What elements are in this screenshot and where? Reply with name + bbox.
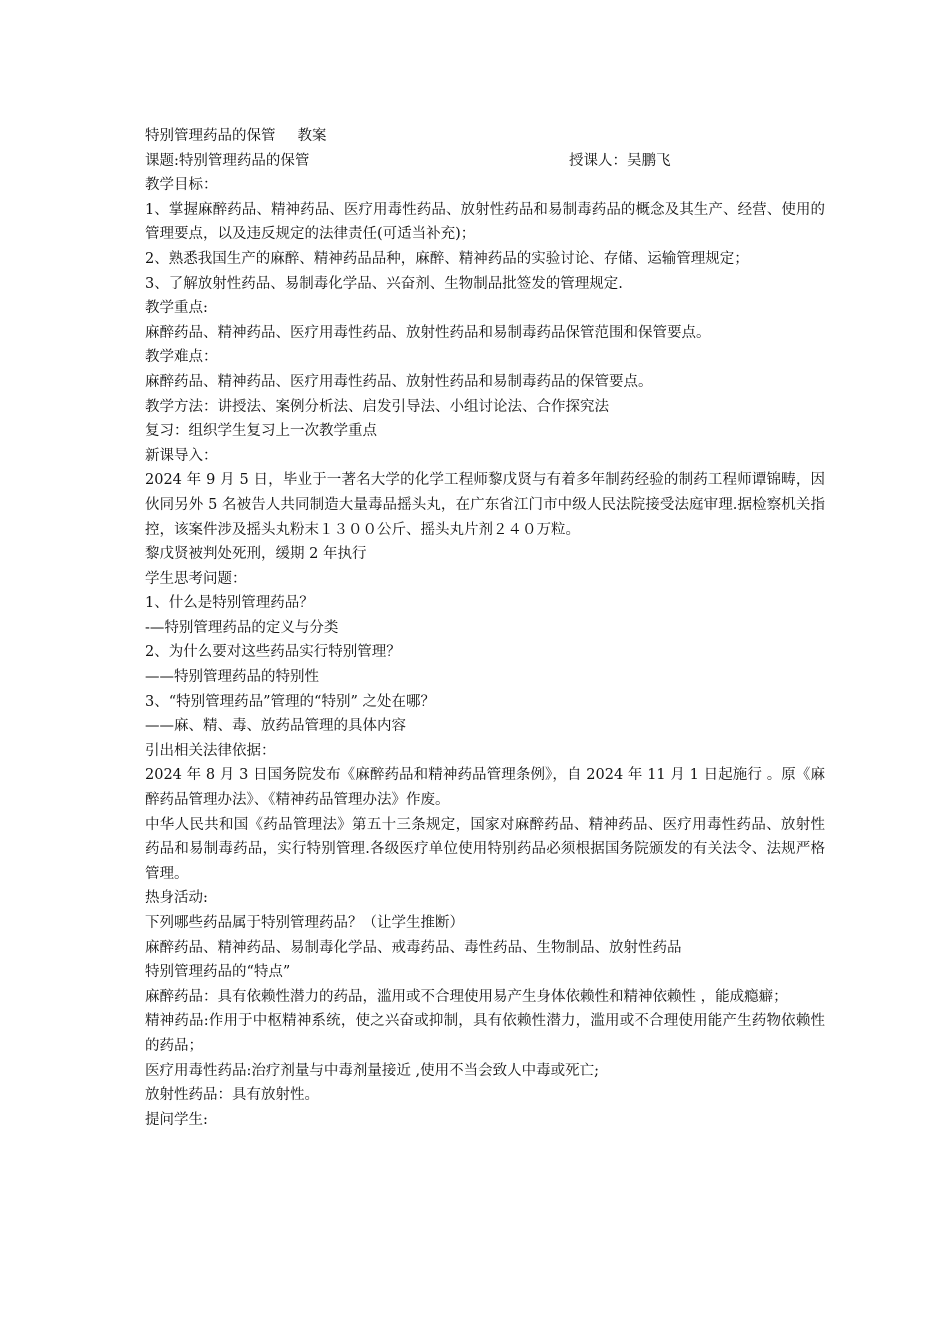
- answer-2: ——特别管理药品的特别性: [145, 669, 319, 686]
- features-heading: 特别管理药品的“特点”: [145, 964, 291, 981]
- document-title-line: [145, 124, 825, 149]
- warmup-list: 麻醉药品、精神药品、易制毒化学品、戒毒药品、毒性药品、生物制品、放射性药品: [145, 939, 682, 956]
- answer-3: ——麻、精、毒、放药品管理的具体内容: [145, 718, 406, 735]
- feature-narcotic: 麻醉药品：具有依赖性潜力的药品，滥用或不合理使用易产生身体依赖性和精神依赖性 ，能成瘾癖；: [145, 988, 788, 1005]
- question-1: 1、什么是特别管理药品？: [145, 595, 314, 612]
- questions-heading: 学生思考问题：: [145, 570, 247, 587]
- question-3: 3、“特别管理药品”管理的“特别” 之处在哪？: [145, 693, 435, 710]
- law-heading: 引出相关法律依据：: [145, 742, 276, 759]
- difficulty-heading: 教学难点：: [145, 349, 218, 366]
- warmup-heading: 热身活动:: [145, 890, 208, 907]
- feature-toxic: 医疗用毒性药品:治疗剂量与中毒剂量接近 ,使用不当会致人中毒或死亡;: [145, 1062, 599, 1079]
- course-label: 课题:特别管理药品的保管: [145, 152, 310, 169]
- key-points-heading: 教学重点:: [145, 300, 208, 317]
- teaching-methods: 教学方法：讲授法、案例分析法、启发引导法、小组讨论法、合作探究法: [145, 398, 609, 415]
- objective-3: 3、了解放射性药品、易制毒化学品、兴奋剂、生物制品批签发的管理规定.: [145, 275, 623, 292]
- objective-1: 1、掌握麻醉药品、精神药品、医疗用毒性药品、放射性药品和易制毒药品的概念及其生产、经营、使用的管理要点，以及违反规定的法律责任(可适当补充)；: [145, 201, 825, 243]
- teacher-label: 授课人：吴鹏飞: [569, 152, 671, 169]
- key-points-text: 麻醉药品、精神药品、医疗用毒性药品、放射性药品和易制毒药品保管范围和保管要点。: [145, 324, 711, 341]
- feature-radioactive: 放射性药品：具有放射性。: [145, 1087, 319, 1104]
- feature-psychotropic: 精神药品:作用于中枢精神系统，使之兴奋或抑制，具有依赖性潜力，滥用或不合理使用能产生药物依赖性的药品；: [145, 1013, 825, 1054]
- answer-1: -—特别管理药品的定义与分类: [145, 619, 339, 636]
- document-page: [145, 124, 825, 1132]
- question-2: 2、为什么要对这些药品实行特别管理？: [145, 644, 401, 661]
- objectives-heading: 教学目标：: [145, 177, 218, 194]
- document-title-suffix: 教案: [297, 128, 327, 144]
- warmup-question: 下列哪些药品属于特别管理药品？（让学生推断）: [145, 915, 464, 931]
- ask-students-heading: 提问学生:: [145, 1111, 208, 1128]
- difficulty-text: 麻醉药品、精神药品、医疗用毒性药品、放射性药品和易制毒药品的保管要点。: [145, 373, 653, 390]
- review-text: 复习：组织学生复习上一次教学重点: [145, 423, 377, 440]
- intro-heading: 新课导入：: [145, 447, 218, 464]
- law-paragraph-2: 中华人民共和国《药品管理法》第五十三条规定，国家对麻醉药品、精神药品、医疗用毒性药品、放射性药品和易制毒药品，实行特别管理.各级医疗单位使用特别药品必须根据国务院颁发的有关法令、法规严格管理。: [145, 816, 825, 882]
- objective-2: 2、熟悉我国生产的麻醉、精神药品品种，麻醉、精神药品的实验讨论、存储、运输管理规定；: [145, 250, 749, 267]
- course-info-line: [145, 149, 825, 174]
- intro-text: 2024 年 9 月 5 日，毕业于一著名大学的化学工程师黎戊贤与有着多年制药经验的制药工程师谭锦畴，因伙同另外 5 名被告人共同制造大量毒品摇头丸，在广东省江门市中级人民法院接受法庭审理.据检察机关指控，该案件涉及摇头丸粉末１３００公斤、摇头丸片剂２４０万粒。: [145, 472, 825, 538]
- document-title: 特别管理药品的保管: [145, 128, 276, 144]
- law-paragraph-1: 2024 年 8 月 3 日国务院发布《麻醉药品和精神药品管理条例》，自 2024 年 11 月 1 日起施行 。原《麻醉药品管理办法》、《精神药品管理办法》作废。: [145, 767, 825, 809]
- sentence-text: 黎戊贤被判处死刑，缓期 2 年执行: [145, 546, 367, 563]
